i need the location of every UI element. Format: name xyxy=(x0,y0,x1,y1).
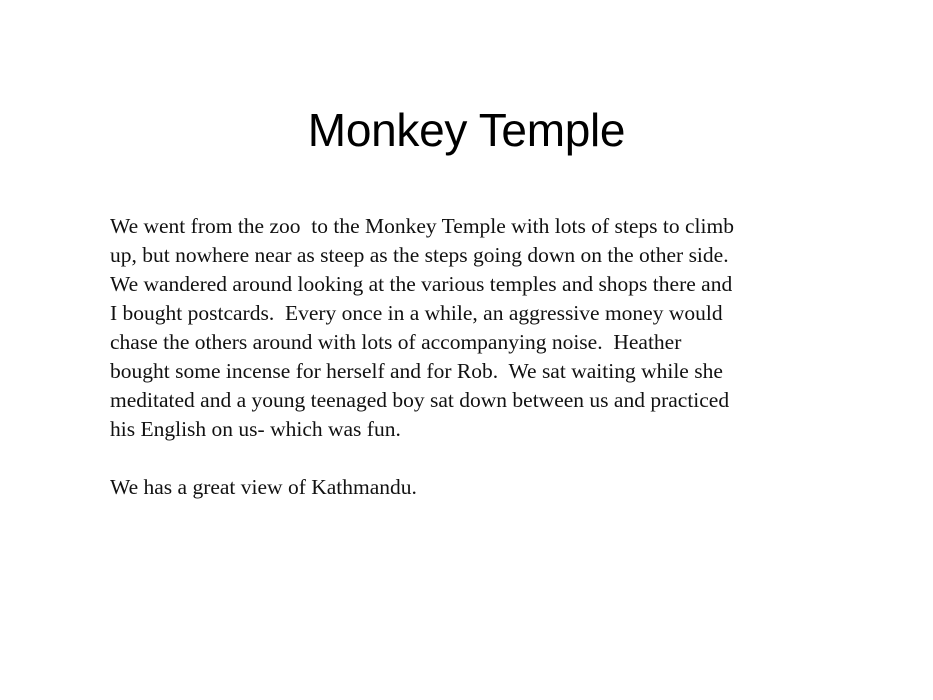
body-line: We wandered around looking at the various temples and shops there and xyxy=(110,272,733,296)
body-line: up, but nowhere near as steep as the steps going down on the other side. xyxy=(110,243,729,267)
paragraph-1 xyxy=(110,212,840,444)
paragraph-2 xyxy=(110,473,840,502)
body-line: We went from the zoo to the Monkey Temple with lots of steps to climb xyxy=(110,214,734,238)
paragraph-spacer xyxy=(110,444,840,473)
body-line: meditated and a young teenaged boy sat down between us and practiced xyxy=(110,388,730,412)
body-line: We has a great view of Kathmandu. xyxy=(110,475,417,499)
body-line: bought some incense for herself and for Rob. We sat waiting while she xyxy=(110,359,723,383)
slide-body xyxy=(110,212,840,502)
body-line: I bought postcards. Every once in a while, an aggressive money would xyxy=(110,301,723,325)
slide-title: Monkey Temple xyxy=(307,104,626,156)
body-line: his English on us- which was fun. xyxy=(110,417,401,441)
body-line: chase the others around with lots of accompanying noise. Heather xyxy=(110,330,682,354)
